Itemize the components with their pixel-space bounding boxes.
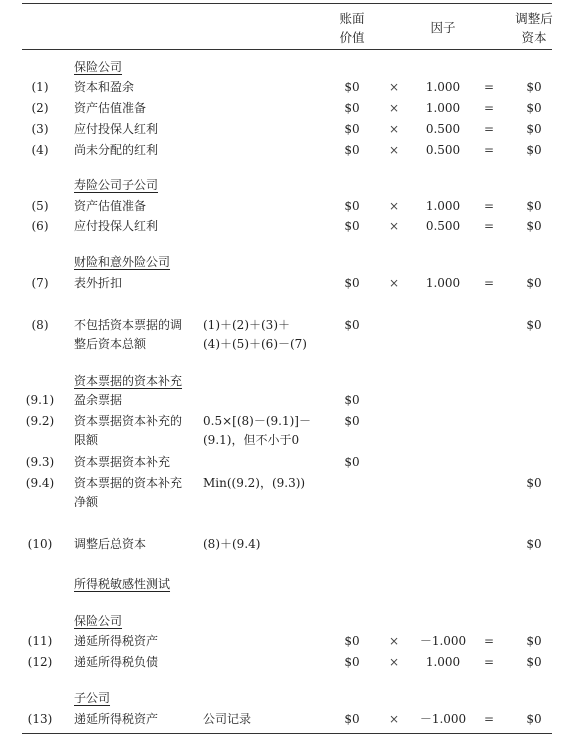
- row-label: 尚未分配的红利: [74, 143, 159, 157]
- row-label: 资产估值准备: [74, 199, 147, 213]
- book-value-cell: $0: [344, 712, 360, 726]
- times-sign: ×: [388, 634, 400, 648]
- times-sign: ×: [388, 276, 400, 290]
- adjusted-capital-cell: $0: [526, 122, 542, 136]
- equals-sign: =: [483, 712, 495, 726]
- book-value-cell: $0: [344, 414, 360, 428]
- section-title: 保险公司: [74, 614, 123, 628]
- row-number: (11): [27, 634, 53, 648]
- row-label: 递延所得税负债: [74, 655, 159, 669]
- row-label: 应付投保人红利: [74, 122, 159, 136]
- col-header-adjusted-capital: 调整后 资本: [515, 11, 553, 45]
- equals-sign: =: [483, 199, 495, 213]
- book-value-cell: $0: [344, 199, 360, 213]
- row-label: 递延所得税资产: [74, 634, 159, 648]
- row-label: 不包括资本票据的调: [74, 318, 183, 332]
- bottom-rule: [22, 733, 552, 734]
- adjusted-capital-cell: $0: [526, 634, 542, 648]
- times-sign: ×: [388, 143, 400, 157]
- row-label: 净额: [74, 495, 99, 509]
- factor-cell: 0.500: [425, 143, 461, 157]
- row-number: (5): [31, 199, 49, 213]
- row-number: (1): [31, 80, 49, 94]
- section-title: 财险和意外险公司: [74, 255, 171, 269]
- book-value-cell: $0: [344, 143, 360, 157]
- factor-cell: －1.000: [419, 634, 467, 648]
- book-value-cell: $0: [344, 276, 360, 290]
- times-sign: ×: [388, 219, 400, 233]
- row-number: (9.3): [25, 455, 55, 469]
- row-number: (13): [27, 712, 53, 726]
- book-value-cell: $0: [344, 80, 360, 94]
- row-number: (2): [31, 101, 49, 115]
- equals-sign: =: [483, 143, 495, 157]
- top-rule: [22, 3, 552, 4]
- factor-cell: 1.000: [425, 80, 461, 94]
- row-label: 递延所得税资产: [74, 712, 159, 726]
- row-number: (6): [31, 219, 49, 233]
- times-sign: ×: [388, 80, 400, 94]
- row-label: 盈余票据: [74, 393, 123, 407]
- row-label: 表外折扣: [74, 276, 123, 290]
- adjusted-capital-cell: $0: [526, 476, 542, 490]
- header-rule: [22, 49, 552, 50]
- col-header-book-value: 账面 价值: [339, 11, 365, 45]
- equals-sign: =: [483, 655, 495, 669]
- equals-sign: =: [483, 80, 495, 94]
- adjusted-capital-cell: $0: [526, 101, 542, 115]
- row-number: (9.2): [25, 414, 55, 428]
- book-value-cell: $0: [344, 455, 360, 469]
- row-formula: (4)＋(5)＋(6)－(7): [203, 337, 307, 351]
- factor-cell: 1.000: [425, 276, 461, 290]
- row-label: 应付投保人红利: [74, 219, 159, 233]
- adjusted-capital-cell: $0: [526, 143, 542, 157]
- factor-cell: 0.500: [425, 122, 461, 136]
- row-label: 资产估值准备: [74, 101, 147, 115]
- row-label: 限额: [74, 433, 99, 447]
- equals-sign: =: [483, 634, 495, 648]
- book-value-cell: $0: [344, 655, 360, 669]
- row-formula: 公司记录: [203, 712, 252, 726]
- row-number: (4): [31, 143, 49, 157]
- section-title: 保险公司: [74, 60, 123, 74]
- book-value-cell: $0: [344, 101, 360, 115]
- section-title: 资本票据的资本补充: [74, 374, 183, 388]
- row-number: (12): [27, 655, 53, 669]
- adjusted-capital-cell: $0: [526, 80, 542, 94]
- row-formula: Min((9.2)，(9.3)): [203, 476, 306, 490]
- factor-cell: 1.000: [425, 655, 461, 669]
- book-value-cell: $0: [344, 219, 360, 233]
- row-label: 资本和盈余: [74, 80, 135, 94]
- row-number: (10): [27, 537, 53, 551]
- factor-cell: 0.500: [425, 219, 461, 233]
- adjusted-capital-cell: $0: [526, 199, 542, 213]
- row-formula: 0.5×[(8)－(9.1)]－: [203, 414, 311, 428]
- section-title: 寿险公司子公司: [74, 178, 159, 192]
- section-title: 所得税敏感性测试: [74, 577, 171, 591]
- book-value-cell: $0: [344, 634, 360, 648]
- factor-cell: －1.000: [419, 712, 467, 726]
- row-formula: (1)＋(2)＋(3)＋: [203, 318, 290, 332]
- times-sign: ×: [388, 122, 400, 136]
- adjusted-capital-cell: $0: [526, 318, 542, 332]
- factor-cell: 1.000: [425, 101, 461, 115]
- book-value-cell: $0: [344, 318, 360, 332]
- row-label: 资本票据资本补充的: [74, 414, 183, 428]
- row-formula: (8)＋(9.4): [203, 537, 261, 551]
- times-sign: ×: [388, 199, 400, 213]
- times-sign: ×: [388, 655, 400, 669]
- adjusted-capital-cell: $0: [526, 537, 542, 551]
- row-number: (8): [31, 318, 49, 332]
- adjusted-capital-cell: $0: [526, 712, 542, 726]
- row-number: (9.4): [25, 476, 55, 490]
- col-header-factor: 因子: [430, 20, 456, 35]
- row-number: (3): [31, 122, 49, 136]
- adjusted-capital-cell: $0: [526, 276, 542, 290]
- row-label: 整后资本总额: [74, 337, 147, 351]
- row-label: 资本票据资本补充: [74, 455, 171, 469]
- adjusted-capital-cell: $0: [526, 219, 542, 233]
- equals-sign: =: [483, 276, 495, 290]
- row-number: (9.1): [25, 393, 55, 407]
- times-sign: ×: [388, 712, 400, 726]
- row-formula: (9.1)，但不小于0: [203, 433, 300, 447]
- equals-sign: =: [483, 101, 495, 115]
- equals-sign: =: [483, 122, 495, 136]
- section-title: 子公司: [74, 691, 111, 705]
- row-label: 资本票据的资本补充: [74, 476, 183, 490]
- row-label: 调整后总资本: [74, 537, 147, 551]
- row-number: (7): [31, 276, 49, 290]
- factor-cell: 1.000: [425, 199, 461, 213]
- adjusted-capital-cell: $0: [526, 655, 542, 669]
- times-sign: ×: [388, 101, 400, 115]
- equals-sign: =: [483, 219, 495, 233]
- book-value-cell: $0: [344, 393, 360, 407]
- book-value-cell: $0: [344, 122, 360, 136]
